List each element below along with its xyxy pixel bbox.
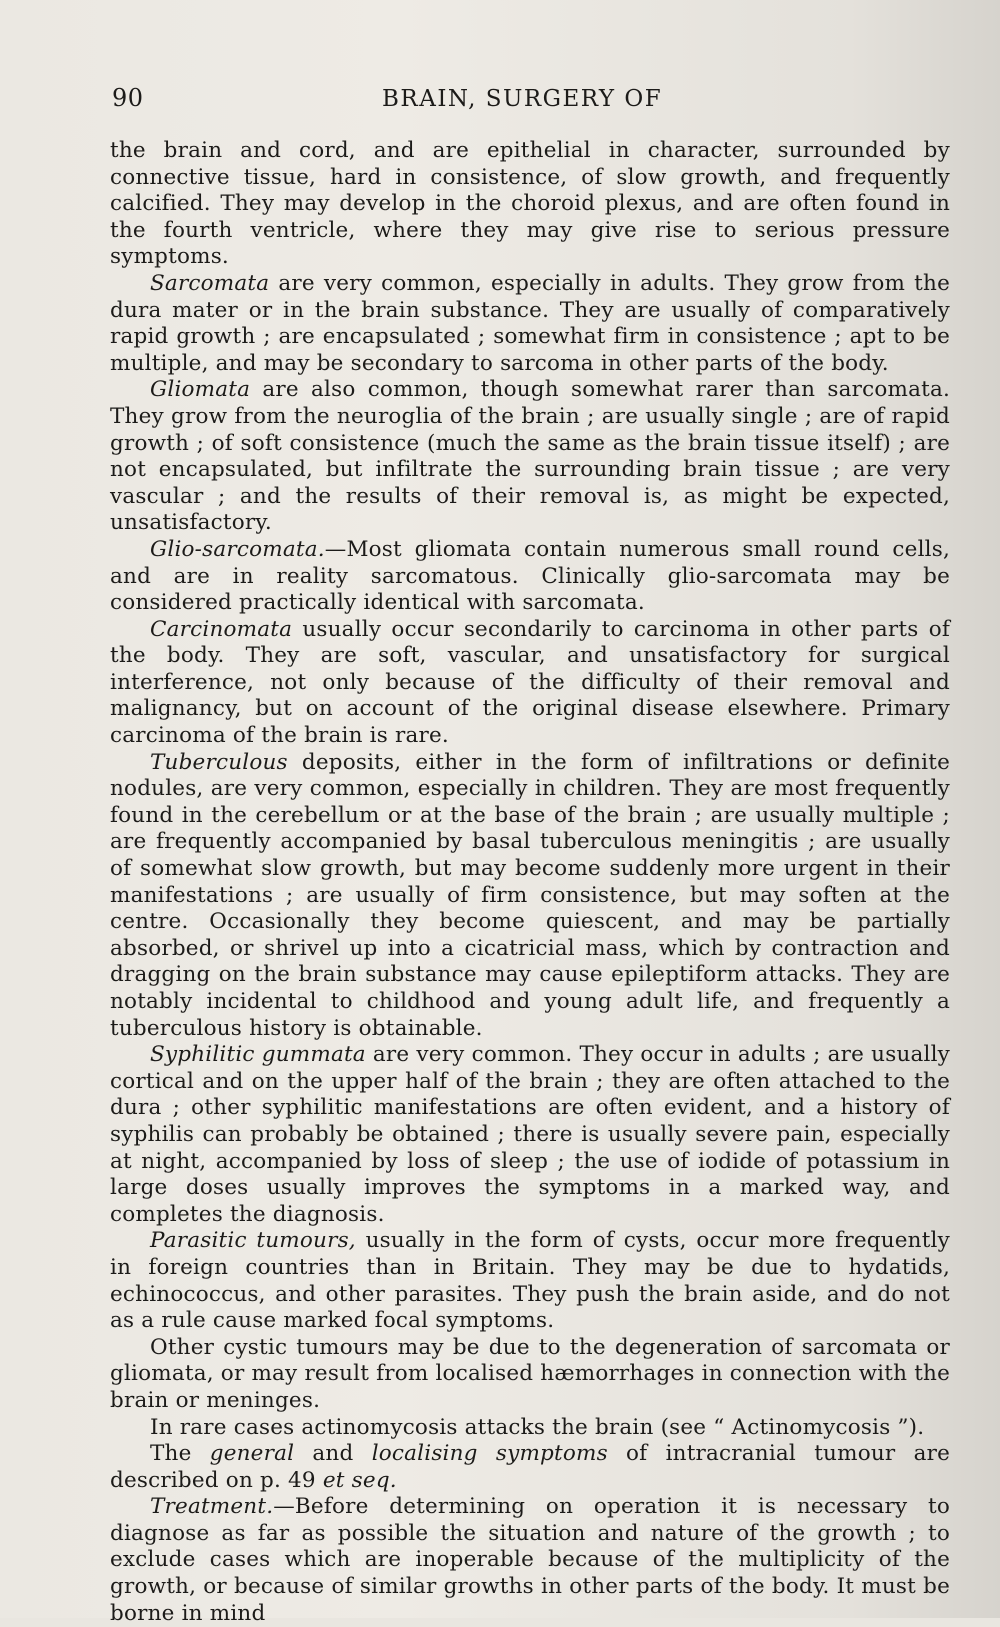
paragraph-text: of intracranial tumour are described on p. 49 [110,1441,951,1493]
paragraph-term: Carcinomata [150,616,293,642]
paragraph-sarcomata [110,271,950,377]
paragraph-treatment [110,1494,950,1627]
paragraph-carcinomata [110,617,950,750]
paragraph-text: and [294,1441,372,1467]
paragraph-cystic-tumours [110,1335,950,1415]
paragraph-actinomycosis [110,1415,950,1442]
paragraph-syphilitic-gummata [110,1042,950,1228]
paragraph-term: Sarcomata [150,270,270,296]
paragraph-term: Glio-sarcomata. [150,536,325,562]
paragraph-term: Tuberculous [150,749,288,775]
paragraph-text: —Before determining on operation it is necessary to diagnose as far as possible the situation and nature of the growth ; to exclude cases which are inoperable because of the multiplicity of the growth, or because of similar growths in other parts of the body. It must be borne in mind [110,1494,950,1626]
paragraph-gliomata [110,377,950,537]
paragraph-text: are very common. They occur in adults ; are usually cortical and on the upper half of the brain ; they are often attached to the dura ; other syphilitic manifestations are often evident, and a history of syphilis can probably be obtained ; there is usually severe pain, especially at night, accompanied by loss of sleep ; the use of iodide of potassium in large doses usually improves the symptoms in a marked way, and completes the diagnosis. [110,1042,951,1227]
paragraph-term: general [209,1441,295,1467]
paragraph-term: Syphilitic gummata [150,1042,366,1068]
paragraph-term: Treatment. [150,1494,274,1520]
paragraph-text: usually occur secondarily to carcinoma in other parts of the body. They are soft, vascular, and unsatisfactory for surgical interference, not only because of the difficulty of their removal and malignancy, but on account of the original disease elsewhere. Primary carcinoma of the brain is rare. [110,616,950,749]
paragraph-tuberculous [110,750,950,1043]
paragraph-term: Gliomata [150,377,251,403]
paragraph-glio-sarcomata [110,537,950,617]
paragraph-parasitic-tumours [110,1228,950,1334]
paragraph-text: In rare cases actinomycosis attacks the brain (see “ Actinomycosis ”). [150,1414,925,1440]
paragraph-text: deposits, either in the form of infiltrations or definite nodules, are very common, especially in children. They are most frequently found in the cerebellum or at the base of the brain ; are usually multiple ; are frequently accompanied by basal tuberculous meningitis ; are usually of somewhat slow growth, but may become suddenly more urgent in their manifestations ; are usually of firm consistence, but may soften at the centre. Occasionally they become quiescent, and may be partially absorbed, or shrivel up into a cicatricial mass, which by contraction and dragging on the brain substance may cause epileptiform attacks. They are notably incidental to childhood and young adult life, and frequently a tuberculous history is obtainable. [110,749,950,1041]
paragraph-text: are also common, though somewhat rarer than sarcomata. They grow from the neuroglia of the brain ; are usually single ; are of rapid growth ; of soft consistence (much the same as the brain tissue itself) ; are not encapsulated, but infiltrate the surrounding brain tissue ; are very vascular ; and the results of their removal is, as might be expected, unsatisfactory. [110,377,950,536]
paragraph-text: are very common, especially in adults. They grow from the dura mater or in the brain substance. They are usually of comparatively rapid growth ; are encapsulated ; somewhat firm in consistence ; apt to be multiple, and may be secondary to sarcoma in other parts of the body. [110,270,950,376]
paragraph-term: Parasitic tumours, [150,1228,356,1254]
paragraph-continuation [110,138,950,271]
paragraph-term: et seq. [322,1467,397,1493]
page-number: 90 [112,84,144,112]
body-text [110,138,950,1627]
paragraph-symptoms [110,1441,950,1494]
paragraph-text: Other cystic tumours may be due to the degeneration of sarcomata or gliomata, or may result from localised hæmorrhages in connection with the brain or meninges. [110,1334,950,1413]
paragraph-text: —Most gliomata contain numerous small round cells, and are in reality sarcomatous. Clinically glio-sarcomata may be considered practically identical with sarcomata. [110,536,950,616]
paragraph-text: The [150,1441,210,1467]
running-head: BRAIN, SURGERY OF [382,86,663,112]
paragraph-text: usually in the form of cysts, occur more frequently in foreign countries than in Britain. They may be due to hydatids, echinococcus, and other parasites. They push the brain aside, and do not as a rule cause marked focal symptoms. [110,1228,950,1334]
paragraph-term: localising symptoms [371,1441,608,1467]
page-header [112,84,940,118]
paragraph-text: the brain and cord, and are epithelial in character, surrounded by connective tissue, hard in consistence, of slow growth, and frequently calcified. They may develop in the choroid plexus, and are often found in the fourth ventricle, where they may give rise to serious pressure symptoms. [110,138,950,270]
